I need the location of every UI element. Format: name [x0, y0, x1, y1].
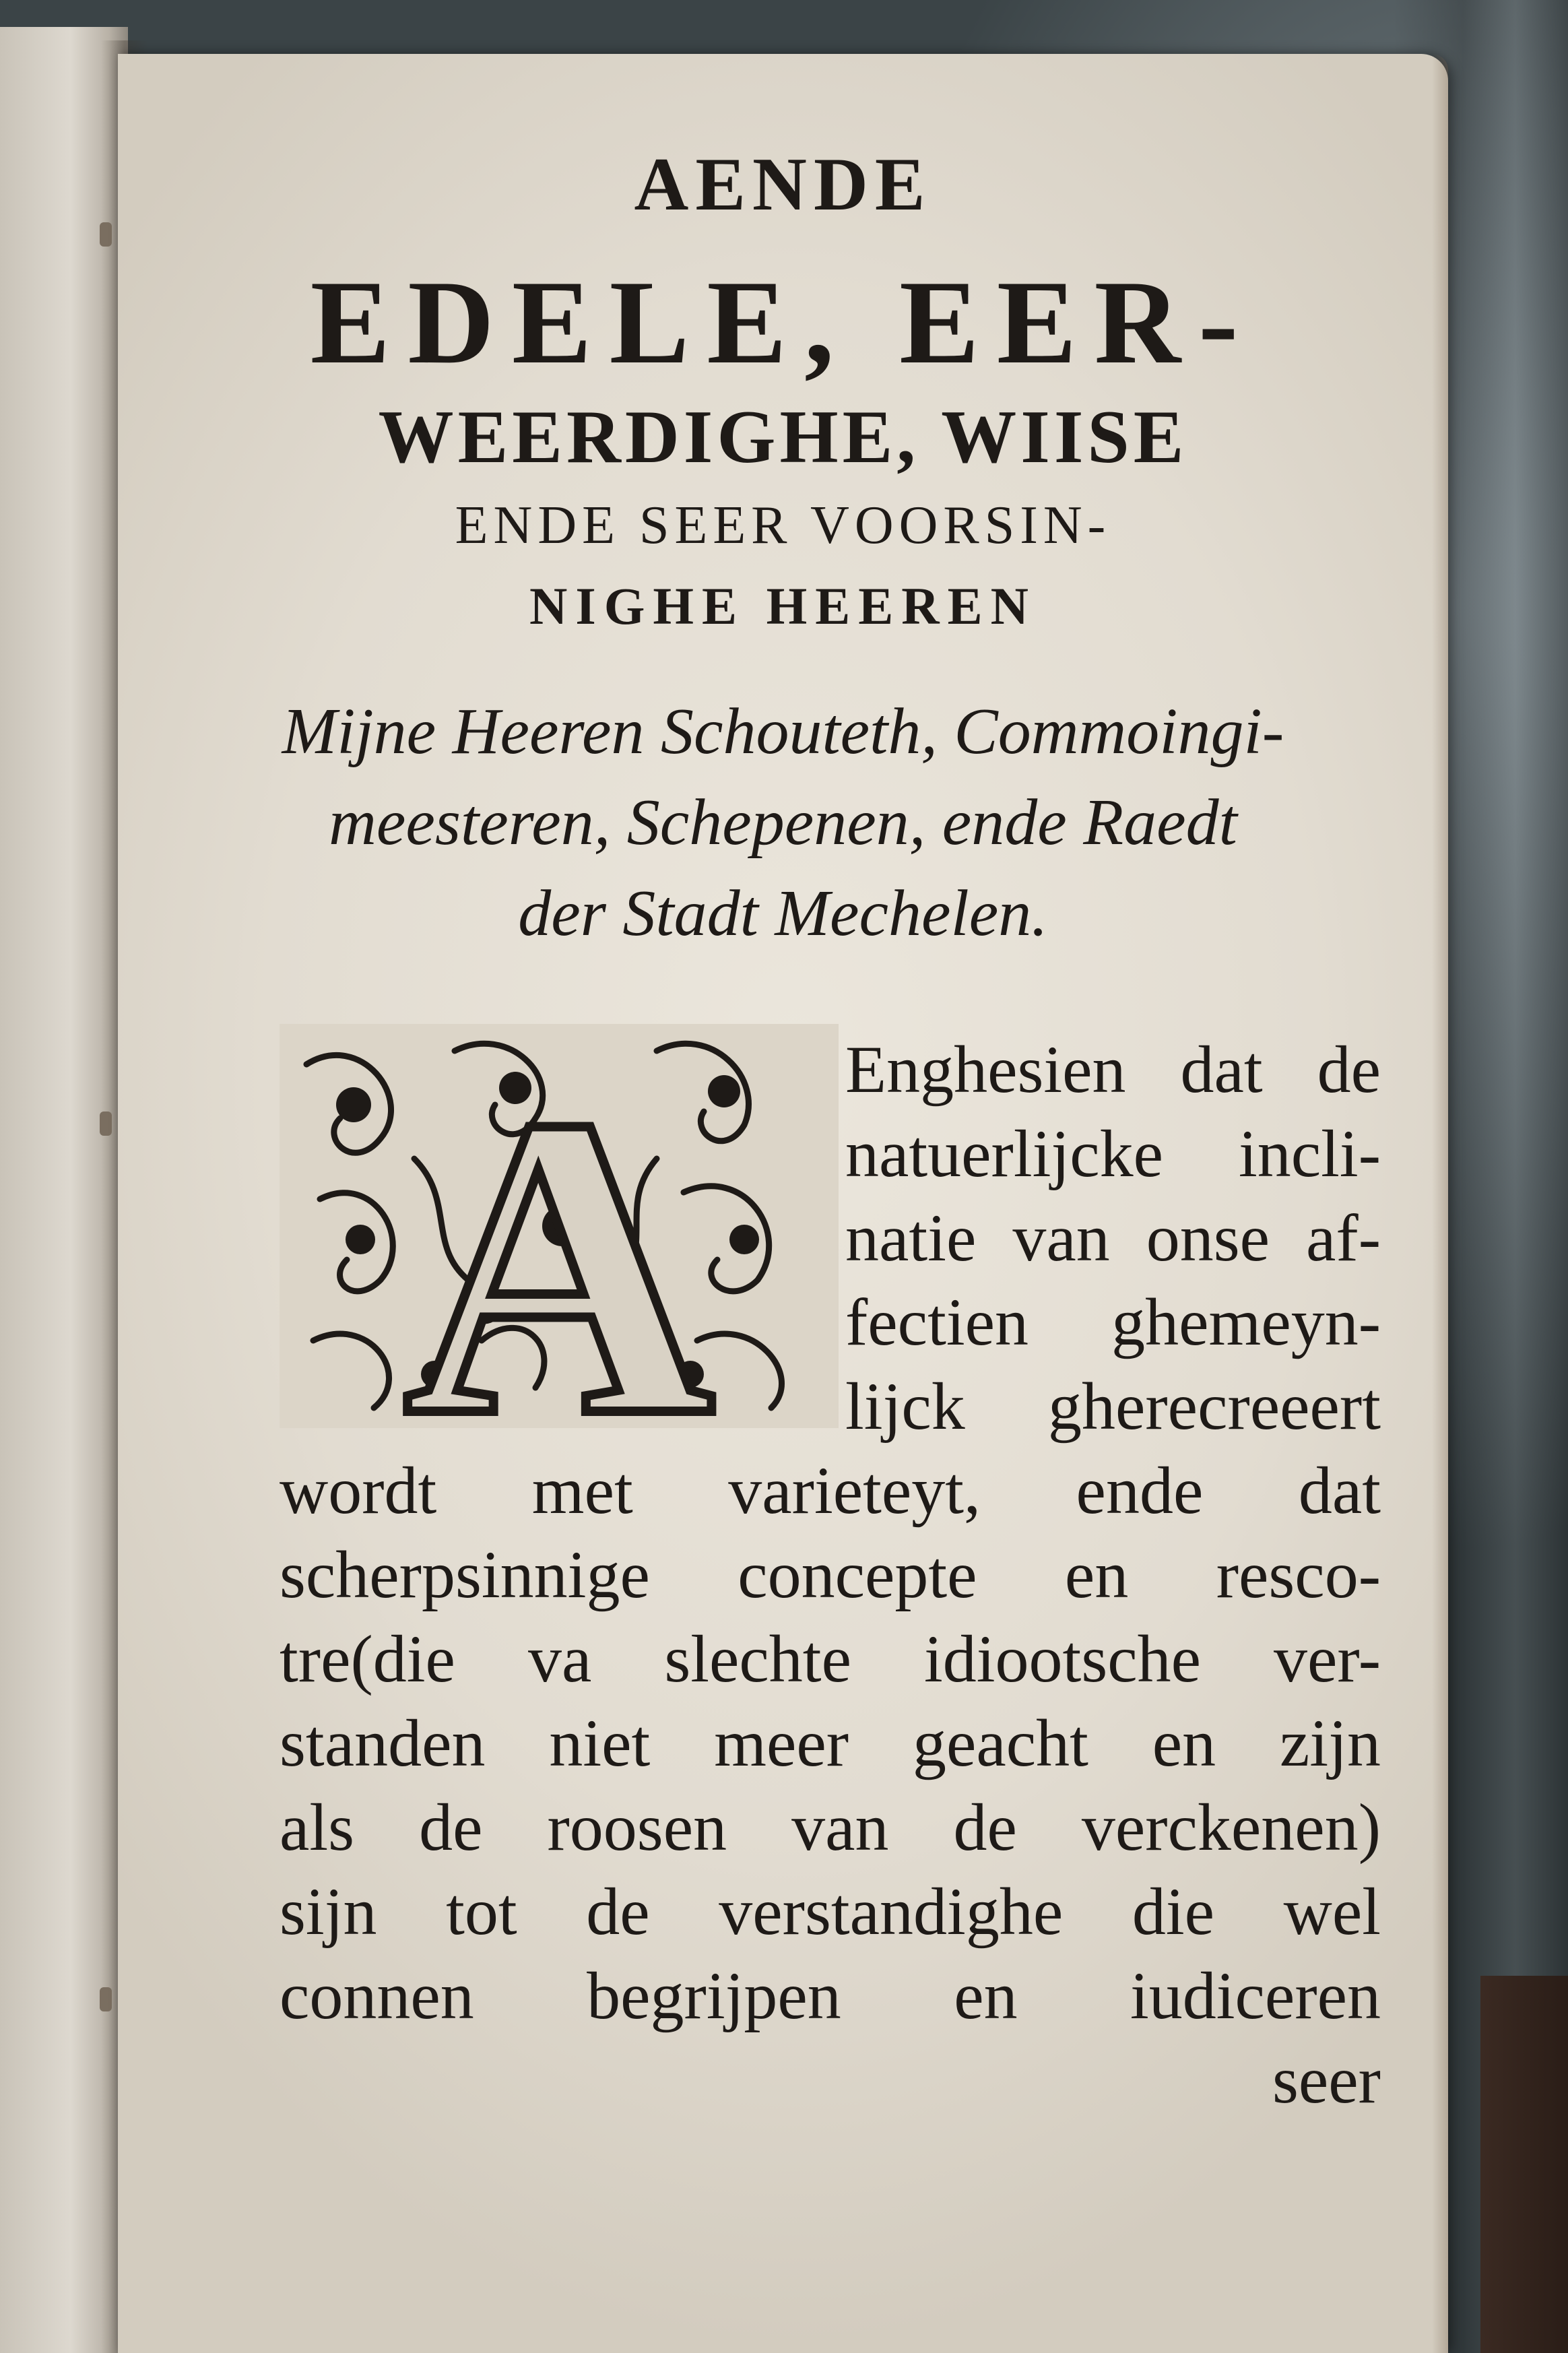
text-line: natie van onse af- [845, 1200, 1381, 1275]
decorated-initial [280, 1024, 839, 1428]
text-line: als de roosen van de verckenen) [280, 1790, 1381, 1865]
text-line: scherpsinnige concepte en resco- [280, 1537, 1381, 1612]
heading-line-3: WEERDIGHE, WIISE [378, 395, 1188, 479]
text-line: natuerlijcke incli- [845, 1116, 1381, 1191]
text-line: Enghesien dat de [845, 1032, 1381, 1107]
text-line: lijck gherecreeert [845, 1369, 1381, 1444]
address-line-2: meesteren, Schepenen, ende Raedt [329, 786, 1237, 859]
catchword: seer [1272, 2042, 1381, 2117]
text-line: wordt met varieteyt, ende dat [280, 1453, 1381, 1528]
book-page [118, 54, 1448, 2353]
text-line: standen niet meer geacht en zijn [280, 1706, 1381, 1780]
text-line: fectien ghemeyn- [845, 1285, 1381, 1359]
table-edge [1480, 1976, 1568, 2353]
address-line-3: der Stadt Mechelen. [518, 877, 1048, 950]
binding-stitch [100, 1111, 112, 1136]
heading-line-5: NIGHE HEEREN [529, 577, 1037, 635]
heading-line-1: AENDE [634, 143, 932, 226]
heading-line-4: ENDE SEER VOORSIN- [455, 496, 1111, 555]
binding-stitch [100, 1987, 112, 2011]
floral-ornament-icon [280, 1024, 839, 1428]
text-line: tre(die va slechte idiootsche ver- [280, 1621, 1381, 1696]
initial-letter: A [403, 1028, 715, 1428]
text-line: connen begrijpen en iudiceren [280, 1958, 1381, 2033]
text-line: sijn tot de verstandighe die wel [280, 1874, 1381, 1949]
binding-stitch [100, 222, 112, 247]
heading-line-2: EDELE, EER- [310, 255, 1256, 389]
address-line-1: Mijne Heeren Schouteth, Commoingi- [282, 695, 1284, 768]
